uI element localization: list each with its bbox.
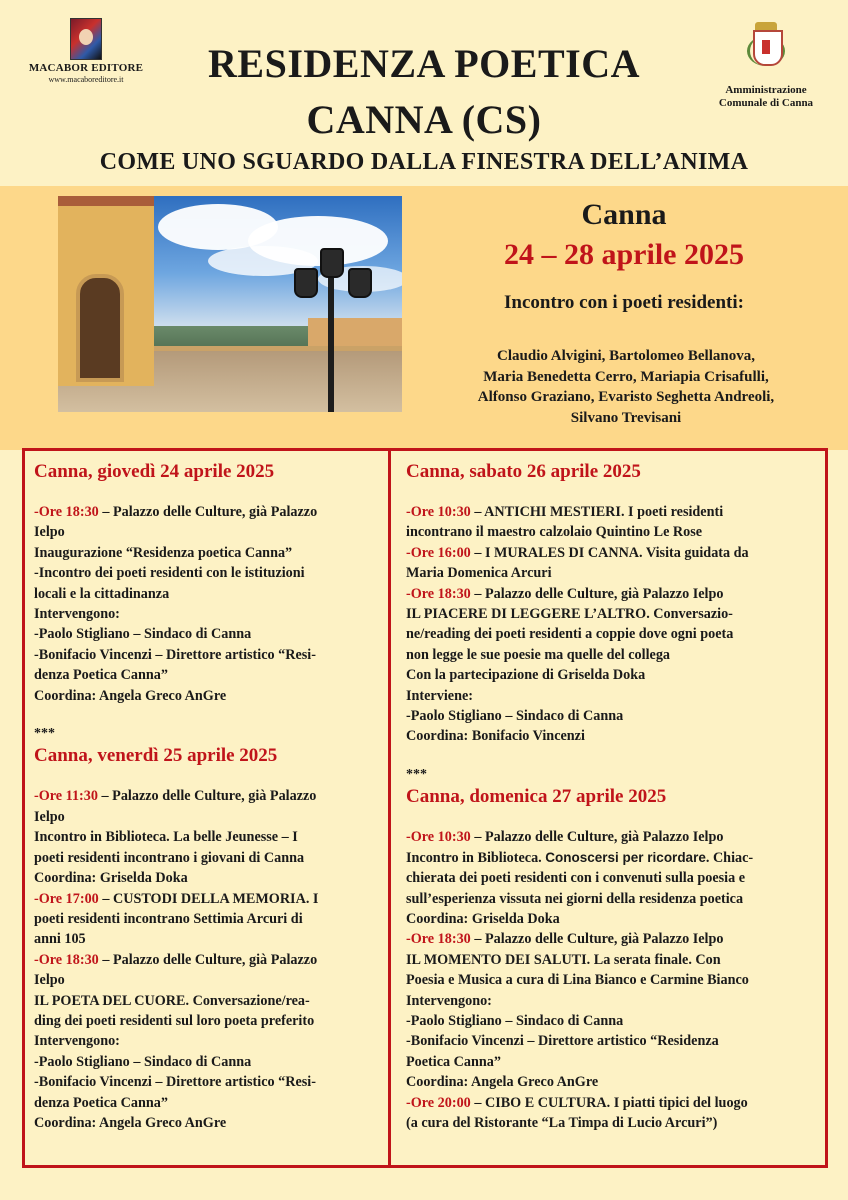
schedule-right-column [406,460,820,1133]
schedule-line: Incontro in Biblioteca. Conoscersi per ricordare. Chiac- [406,849,754,866]
time-label: Ore 10:30 [410,829,471,846]
highlight-text: Conoscersi per ricordare [545,849,706,865]
schedule-line: -Ore 18:30 – Palazzo delle Culture, già Palazzo [34,504,318,520]
schedule-line: -Ore 20:00 – CIBO E CULTURA. I piatti tipici del luogo [406,1094,748,1111]
administration-line2: Comunale di Canna [718,97,814,109]
schedule-line: -Bonifacio Vincenzi – Direttore artistico “Residenza [406,1033,719,1050]
schedule-line: -Paolo Stigliano – Sindaco di Canna [406,1012,624,1029]
schedule-line: Intervengono: [34,606,120,623]
schedule-line: Ielpo [34,972,65,989]
incontro-heading: Incontro con i poeti residenti: [504,292,744,313]
schedule-line: Poesia e Musica a cura di Lina Bianco e Carmine Bianco [406,972,749,989]
title-line1: RESIDENZA POETICA [208,41,640,86]
poets-line: Maria Benedetta Cerro, Mariapia Crisafulli, [483,368,769,385]
schedule-line: -Ore 10:30 – ANTICHI MESTIERI. I poeti residenti [406,504,724,520]
schedule-line: -Ore 18:30 – Palazzo delle Culture, già Palazzo [34,951,318,968]
schedule-line: poeti residenti incontrano Settimia Arcuri di [34,910,303,927]
schedule-line: sull’esperienza vissuta nei giorni della residenza poetica [406,890,744,907]
time-label: Ore 17:00 [38,890,99,907]
schedule-line: denza Poetica Canna” [34,667,168,684]
time-label: Ore 11:30 [38,788,98,805]
schedule-line: -Ore 10:30 – Palazzo delle Culture, già Palazzo Ielpo [406,829,724,846]
schedule-line: chierata dei poeti residenti con i convenuti sulla poesia e [406,870,746,887]
separator: *** [34,726,55,742]
municipality-logo [702,22,830,110]
schedule-line: poeti residenti incontrano i giovani di Canna [34,849,305,866]
schedule-line: IL POETA DEL CUORE. Conversazione/rea- [34,992,310,1009]
time-label: Ore 18:30 [410,931,471,948]
day-title-friday: Canna, venerdì 25 aprile 2025 [34,745,278,767]
canna-photo [58,196,402,412]
time-label: Ore 20:00 [410,1094,471,1111]
schedule-line: Intervengono: [406,992,492,1009]
schedule-line: -Incontro dei poeti residenti con le istituzioni [34,565,305,582]
schedule-line: Con la partecipazione di Griselda Doka [406,667,646,684]
schedule-line: -Ore 18:30 – Palazzo delle Culture, già Palazzo Ielpo [406,931,724,948]
day-title-sunday: Canna, domenica 27 aprile 2025 [406,786,667,808]
schedule-line: Poetica Canna” [406,1053,501,1070]
schedule-line: IL PIACERE DI LEGGERE L’ALTRO. Conversazio- [406,606,733,623]
schedule-line: -Bonifacio Vincenzi – Direttore artistico “Resi- [34,646,316,663]
schedule-line: -Ore 18:30 – Palazzo delle Culture, già Palazzo Ielpo [406,585,724,602]
schedule-line: -Paolo Stigliano – Sindaco di Canna [34,1053,252,1070]
schedule-line: non legge le sue poesie ma quelle del collega [406,646,671,663]
poets-list [430,346,822,428]
subtitle: COME UNO SGUARDO DALLA FINESTRA DELL’ANIMA [99,149,749,175]
schedule-line: locali e la cittadinanza [34,585,170,602]
schedule-left-column [34,460,378,1133]
schedule-line: -Bonifacio Vincenzi – Direttore artistico “Resi- [34,1074,316,1091]
title-line2: CANNA (CS) [306,97,542,142]
schedule-line: Coordina: Angela Greco AnGre [406,1074,599,1091]
schedule-line: Coordina: Bonifacio Vincenzi [406,728,585,745]
publisher-name: MACABOR EDITORE [28,62,144,74]
poets-line: Alfonso Graziano, Evaristo Seghetta Andreoli, [477,389,775,405]
schedule-line: IL MOMENTO DEI SALUTI. La serata finale. Con [406,951,721,968]
publisher-url: www.macaboreditore.it [48,75,124,84]
event-dates: 24 – 28 aprile 2025 [504,238,744,271]
schedule-line: Interviene: [406,687,473,704]
schedule-line: incontrano il maestro calzolaio Quintino Le Rose [406,524,703,541]
schedule-line: (a cura del Ristorante “La Timpa di Lucio Arcuri”) [406,1114,718,1131]
schedule-divider [388,448,391,1168]
schedule-line: Ielpo [34,808,65,825]
schedule-line: denza Poetica Canna” [34,1094,168,1111]
time-label: Ore 18:30 [38,504,99,520]
time-label: Ore 16:00 [410,544,471,561]
schedule-line: Maria Domenica Arcuri [406,565,552,582]
separator: *** [406,766,427,782]
schedule-line: Inaugurazione “Residenza poetica Canna” [34,544,293,561]
poets-line: Silvano Trevisani [570,409,682,426]
schedule-line: -Ore 17:00 – CUSTODI DELLA MEMORIA. I [34,890,319,907]
administration-line1: Amministrazione [725,84,807,96]
day-title-thursday: Canna, giovedì 24 aprile 2025 [34,461,275,482]
time-label: Ore 10:30 [410,504,471,520]
schedule-line: Ielpo [34,524,65,541]
schedule-line: -Paolo Stigliano – Sindaco di Canna [406,708,624,725]
time-label: Ore 18:30 [38,951,99,968]
schedule-line: Coordina: Griselda Doka [34,870,188,887]
schedule-line: -Paolo Stigliano – Sindaco di Canna [34,626,252,643]
schedule-line: anni 105 [34,931,86,948]
municipal-crest-icon [747,22,785,70]
schedule-line: Coordina: Angela Greco AnGre [34,687,227,704]
day-title-saturday: Canna, sabato 26 aprile 2025 [406,461,641,482]
schedule-line: Coordina: Angela Greco AnGre [34,1114,227,1131]
schedule-line: Coordina: Griselda Doka [406,910,560,927]
schedule-line: Incontro in Biblioteca. La belle Jeunesse – I [34,829,298,846]
event-city: Canna [581,198,667,231]
schedule-line: ne/reading dei poeti residenti a coppie dove ogni poeta [406,626,734,643]
schedule-line: -Ore 16:00 – I MURALES DI CANNA. Visita guidata da [406,544,749,561]
schedule-line: ding dei poeti residenti sul loro poeta preferito [34,1012,315,1029]
schedule-line: -Ore 11:30 – Palazzo delle Culture, già Palazzo [34,788,317,805]
poets-line: Claudio Alvigini, Bartolomeo Bellanova, [497,348,755,364]
schedule-line: Intervengono: [34,1033,120,1050]
time-label: Ore 18:30 [410,585,471,602]
